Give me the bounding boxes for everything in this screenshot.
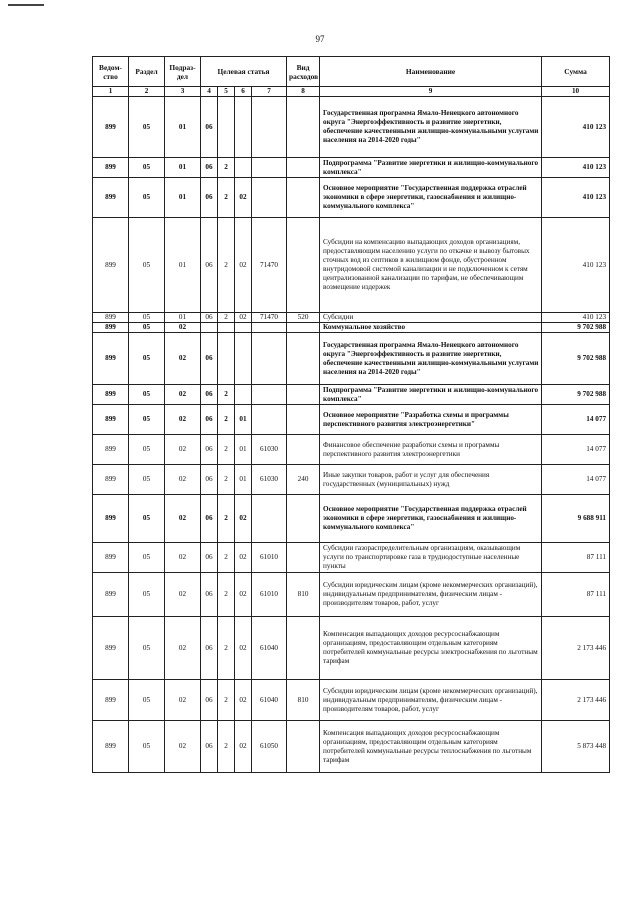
direction-cell: 71470 xyxy=(252,313,287,323)
program-cell: 06 xyxy=(201,405,218,435)
direction-cell: 61040 xyxy=(252,617,287,680)
subprogram-cell: 2 xyxy=(218,495,235,543)
vedomstvo-cell: 899 xyxy=(93,97,129,158)
podrazdel-cell: 01 xyxy=(165,158,201,178)
event-cell: 02 xyxy=(235,313,252,323)
expense-type-cell xyxy=(287,385,320,405)
vedomstvo-cell: 899 xyxy=(93,385,129,405)
sum-cell: 9 702 988 xyxy=(542,333,610,385)
direction-cell xyxy=(252,333,287,385)
expense-type-cell: 810 xyxy=(287,680,320,721)
vedomstvo-cell: 899 xyxy=(93,465,129,495)
event-cell xyxy=(235,158,252,178)
subprogram-cell: 2 xyxy=(218,465,235,495)
direction-cell: 61050 xyxy=(252,721,287,773)
name-cell: Субсидии газораспределительным организациям, оказывающим услуги по транспортировке газа в труднодоступные населенные пункты xyxy=(320,543,542,573)
event-cell: 01 xyxy=(235,435,252,465)
name-cell: Подпрограмма "Развитие энергетики и жилищно-коммунального комплекса" xyxy=(320,385,542,405)
subprogram-cell: 2 xyxy=(218,405,235,435)
expense-type-cell xyxy=(287,435,320,465)
event-cell xyxy=(235,323,252,333)
subprogram-cell: 2 xyxy=(218,617,235,680)
razdel-cell: 05 xyxy=(129,495,165,543)
expense-type-cell: 240 xyxy=(287,465,320,495)
vedomstvo-cell: 899 xyxy=(93,680,129,721)
name-cell: Компенсация выпадающих доходов ресурсоснабжающим организациям, предоставляющим отдельным категориям потребителей коммунальные ресурсы электроснабжения по льготным тарифам xyxy=(320,617,542,680)
sum-cell: 9 688 911 xyxy=(542,495,610,543)
table-row xyxy=(93,313,610,323)
expense-type-cell xyxy=(287,405,320,435)
event-cell: 01 xyxy=(235,405,252,435)
razdel-cell: 05 xyxy=(129,385,165,405)
event-cell: 02 xyxy=(235,721,252,773)
sum-cell: 410 123 xyxy=(542,218,610,313)
expense-type-cell xyxy=(287,97,320,158)
podrazdel-cell: 01 xyxy=(165,97,201,158)
col-number: 10 xyxy=(542,87,610,97)
col-number: 3 xyxy=(165,87,201,97)
direction-cell xyxy=(252,178,287,218)
razdel-cell: 05 xyxy=(129,617,165,680)
col-number: 6 xyxy=(235,87,252,97)
vedomstvo-cell: 899 xyxy=(93,495,129,543)
expense-type-cell xyxy=(287,617,320,680)
table-row xyxy=(93,405,610,435)
sum-cell: 410 123 xyxy=(542,97,610,158)
podrazdel-cell: 02 xyxy=(165,385,201,405)
sum-cell: 87 111 xyxy=(542,573,610,617)
podrazdel-cell: 02 xyxy=(165,680,201,721)
header-sum: Сумма xyxy=(542,57,610,87)
subprogram-cell: 2 xyxy=(218,680,235,721)
razdel-cell: 05 xyxy=(129,573,165,617)
name-cell: Подпрограмма "Развитие энергетики и жилищно-коммунального комплекса" xyxy=(320,158,542,178)
expense-type-cell xyxy=(287,323,320,333)
event-cell xyxy=(235,333,252,385)
subprogram-cell: 2 xyxy=(218,218,235,313)
expense-type-cell: 810 xyxy=(287,573,320,617)
name-cell: Субсидии на компенсацию выпадающих доходов организациям, предоставляющим населению услуги по откачке и вывозу бытовых сточных вод из септиков в жилищном фонде, обустроенном внутридомовой системой канализации и не подключенном к сетям централизованной канализации по тарифам, не обеспечивающим возмещение издержек xyxy=(320,218,542,313)
name-cell: Субсидии юридическим лицам (кроме некоммерческих организаций), индивидуальным предпринимателям, физическим лицам - производителям товаров, работ, услуг xyxy=(320,573,542,617)
program-cell: 06 xyxy=(201,158,218,178)
direction-cell xyxy=(252,323,287,333)
sum-cell: 14 077 xyxy=(542,465,610,495)
podrazdel-cell: 01 xyxy=(165,313,201,323)
header-vedomstvo: Ведом-ство xyxy=(93,57,129,87)
program-cell: 06 xyxy=(201,218,218,313)
podrazdel-cell: 02 xyxy=(165,465,201,495)
sum-cell: 9 702 988 xyxy=(542,323,610,333)
name-cell: Государственная программа Ямало-Ненецкого автономного округа "Энергоэффективность и развитие энергетики, обеспечение качественными жилищно-коммунальными услугами населения на 2014-2020 годы" xyxy=(320,97,542,158)
event-cell: 02 xyxy=(235,680,252,721)
vedomstvo-cell: 899 xyxy=(93,573,129,617)
sum-cell: 2 173 446 xyxy=(542,680,610,721)
subprogram-cell xyxy=(218,97,235,158)
direction-cell: 61040 xyxy=(252,680,287,721)
program-cell: 06 xyxy=(201,721,218,773)
event-cell: 02 xyxy=(235,495,252,543)
expense-type-cell xyxy=(287,543,320,573)
col-number: 1 xyxy=(93,87,129,97)
sum-cell: 410 123 xyxy=(542,178,610,218)
sum-cell: 410 123 xyxy=(542,313,610,323)
vedomstvo-cell: 899 xyxy=(93,323,129,333)
corner-mark xyxy=(8,4,44,6)
event-cell: 02 xyxy=(235,218,252,313)
event-cell xyxy=(235,385,252,405)
podrazdel-cell: 02 xyxy=(165,333,201,385)
header-razdel: Раздел xyxy=(129,57,165,87)
subprogram-cell: 2 xyxy=(218,178,235,218)
razdel-cell: 05 xyxy=(129,333,165,385)
razdel-cell: 05 xyxy=(129,435,165,465)
name-cell: Государственная программа Ямало-Ненецкого автономного округа "Энергоэффективность и развитие энергетики, обеспечение качественными жилищно-коммунальными услугами населения на 2014-2020 годы" xyxy=(320,333,542,385)
program-cell: 06 xyxy=(201,385,218,405)
column-number-row xyxy=(93,87,610,97)
table-row xyxy=(93,218,610,313)
vedomstvo-cell: 899 xyxy=(93,617,129,680)
table-row xyxy=(93,323,610,333)
budget-table xyxy=(92,56,610,773)
program-cell: 06 xyxy=(201,680,218,721)
table-row xyxy=(93,721,610,773)
table-row xyxy=(93,178,610,218)
sum-cell: 9 702 988 xyxy=(542,385,610,405)
sum-cell: 87 111 xyxy=(542,543,610,573)
direction-cell xyxy=(252,405,287,435)
header-expense-type: Вид расходов xyxy=(287,57,320,87)
subprogram-cell: 2 xyxy=(218,573,235,617)
razdel-cell: 05 xyxy=(129,218,165,313)
sum-cell: 2 173 446 xyxy=(542,617,610,680)
subprogram-cell xyxy=(218,333,235,385)
expense-type-cell xyxy=(287,495,320,543)
sum-cell: 14 077 xyxy=(542,405,610,435)
table-row xyxy=(93,617,610,680)
table-row xyxy=(93,680,610,721)
event-cell: 01 xyxy=(235,465,252,495)
subprogram-cell: 2 xyxy=(218,435,235,465)
sum-cell: 410 123 xyxy=(542,158,610,178)
vedomstvo-cell: 899 xyxy=(93,158,129,178)
subprogram-cell: 2 xyxy=(218,543,235,573)
event-cell xyxy=(235,97,252,158)
razdel-cell: 05 xyxy=(129,680,165,721)
subprogram-cell xyxy=(218,323,235,333)
razdel-cell: 05 xyxy=(129,313,165,323)
expense-type-cell xyxy=(287,178,320,218)
podrazdel-cell: 02 xyxy=(165,721,201,773)
table-row xyxy=(93,495,610,543)
razdel-cell: 05 xyxy=(129,323,165,333)
program-cell: 06 xyxy=(201,617,218,680)
expense-type-cell: 520 xyxy=(287,313,320,323)
program-cell: 06 xyxy=(201,178,218,218)
name-cell: Коммунальное хозяйство xyxy=(320,323,542,333)
program-cell: 06 xyxy=(201,543,218,573)
vedomstvo-cell: 899 xyxy=(93,333,129,385)
program-cell xyxy=(201,323,218,333)
col-number: 5 xyxy=(218,87,235,97)
program-cell: 06 xyxy=(201,97,218,158)
razdel-cell: 05 xyxy=(129,178,165,218)
name-cell: Основное мероприятие "Государственная поддержка отраслей экономики в сфере энергетики, газоснабжения и жилищно-коммунального комплекса" xyxy=(320,178,542,218)
table-row xyxy=(93,573,610,617)
program-cell: 06 xyxy=(201,495,218,543)
direction-cell: 61010 xyxy=(252,573,287,617)
name-cell: Основное мероприятие "Разработка схемы и программы перспективного развития электроэнергетики" xyxy=(320,405,542,435)
vedomstvo-cell: 899 xyxy=(93,721,129,773)
expense-type-cell xyxy=(287,721,320,773)
subprogram-cell: 2 xyxy=(218,158,235,178)
podrazdel-cell: 02 xyxy=(165,543,201,573)
sum-cell: 5 873 448 xyxy=(542,721,610,773)
podrazdel-cell: 01 xyxy=(165,178,201,218)
podrazdel-cell: 02 xyxy=(165,323,201,333)
name-cell: Иные закупки товаров, работ и услуг для обеспечения государственных (муниципальных) нужд xyxy=(320,465,542,495)
razdel-cell: 05 xyxy=(129,405,165,435)
expense-type-cell xyxy=(287,158,320,178)
direction-cell xyxy=(252,385,287,405)
event-cell: 02 xyxy=(235,543,252,573)
podrazdel-cell: 02 xyxy=(165,405,201,435)
razdel-cell: 05 xyxy=(129,543,165,573)
table-row xyxy=(93,465,610,495)
vedomstvo-cell: 899 xyxy=(93,218,129,313)
podrazdel-cell: 02 xyxy=(165,617,201,680)
vedomstvo-cell: 899 xyxy=(93,313,129,323)
subprogram-cell: 2 xyxy=(218,385,235,405)
col-number: 8 xyxy=(287,87,320,97)
table-row xyxy=(93,385,610,405)
col-number: 7 xyxy=(252,87,287,97)
name-cell: Компенсация выпадающих доходов ресурсоснабжающим организациям, предоставляющим отдельным категориям потребителей коммунальные ресурсы теплоснабжения по льготным тарифам xyxy=(320,721,542,773)
program-cell: 06 xyxy=(201,313,218,323)
name-cell: Субсидии xyxy=(320,313,542,323)
event-cell: 02 xyxy=(235,178,252,218)
table-row xyxy=(93,97,610,158)
col-number: 9 xyxy=(320,87,542,97)
direction-cell xyxy=(252,158,287,178)
program-cell: 06 xyxy=(201,465,218,495)
direction-cell: 61030 xyxy=(252,435,287,465)
direction-cell: 71470 xyxy=(252,218,287,313)
subprogram-cell: 2 xyxy=(218,313,235,323)
program-cell: 06 xyxy=(201,435,218,465)
razdel-cell: 05 xyxy=(129,97,165,158)
header-podrazdel: Подраз-дел xyxy=(165,57,201,87)
direction-cell: 61030 xyxy=(252,465,287,495)
name-cell: Финансовое обеспечение разработки схемы и программы перспективного развития электроэнергетики xyxy=(320,435,542,465)
name-cell: Субсидии юридическим лицам (кроме некоммерческих организаций), индивидуальным предпринимателям, физическим лицам - производителям товаров, работ, услуг xyxy=(320,680,542,721)
direction-cell: 61010 xyxy=(252,543,287,573)
vedomstvo-cell: 899 xyxy=(93,543,129,573)
vedomstvo-cell: 899 xyxy=(93,405,129,435)
program-cell: 06 xyxy=(201,333,218,385)
table-row xyxy=(93,543,610,573)
col-number: 2 xyxy=(129,87,165,97)
direction-cell xyxy=(252,495,287,543)
sum-cell: 14 077 xyxy=(542,435,610,465)
name-cell: Основное мероприятие "Государственная поддержка отраслей экономики в сфере энергетики, газоснабжения и жилищно-коммунального комплекса" xyxy=(320,495,542,543)
event-cell: 02 xyxy=(235,573,252,617)
podrazdel-cell: 02 xyxy=(165,495,201,543)
table-row xyxy=(93,158,610,178)
page-number: 97 xyxy=(315,34,325,44)
col-number: 4 xyxy=(201,87,218,97)
razdel-cell: 05 xyxy=(129,465,165,495)
vedomstvo-cell: 899 xyxy=(93,435,129,465)
subprogram-cell: 2 xyxy=(218,721,235,773)
event-cell: 02 xyxy=(235,617,252,680)
program-cell: 06 xyxy=(201,573,218,617)
podrazdel-cell: 02 xyxy=(165,573,201,617)
razdel-cell: 05 xyxy=(129,721,165,773)
expense-type-cell xyxy=(287,218,320,313)
direction-cell xyxy=(252,97,287,158)
expense-type-cell xyxy=(287,333,320,385)
vedomstvo-cell: 899 xyxy=(93,178,129,218)
header-name: Наименование xyxy=(320,57,542,87)
table-row xyxy=(93,435,610,465)
table-row xyxy=(93,333,610,385)
header-row xyxy=(93,57,610,87)
razdel-cell: 05 xyxy=(129,158,165,178)
podrazdel-cell: 01 xyxy=(165,218,201,313)
podrazdel-cell: 02 xyxy=(165,435,201,465)
header-target-article: Целевая статья xyxy=(201,57,287,87)
